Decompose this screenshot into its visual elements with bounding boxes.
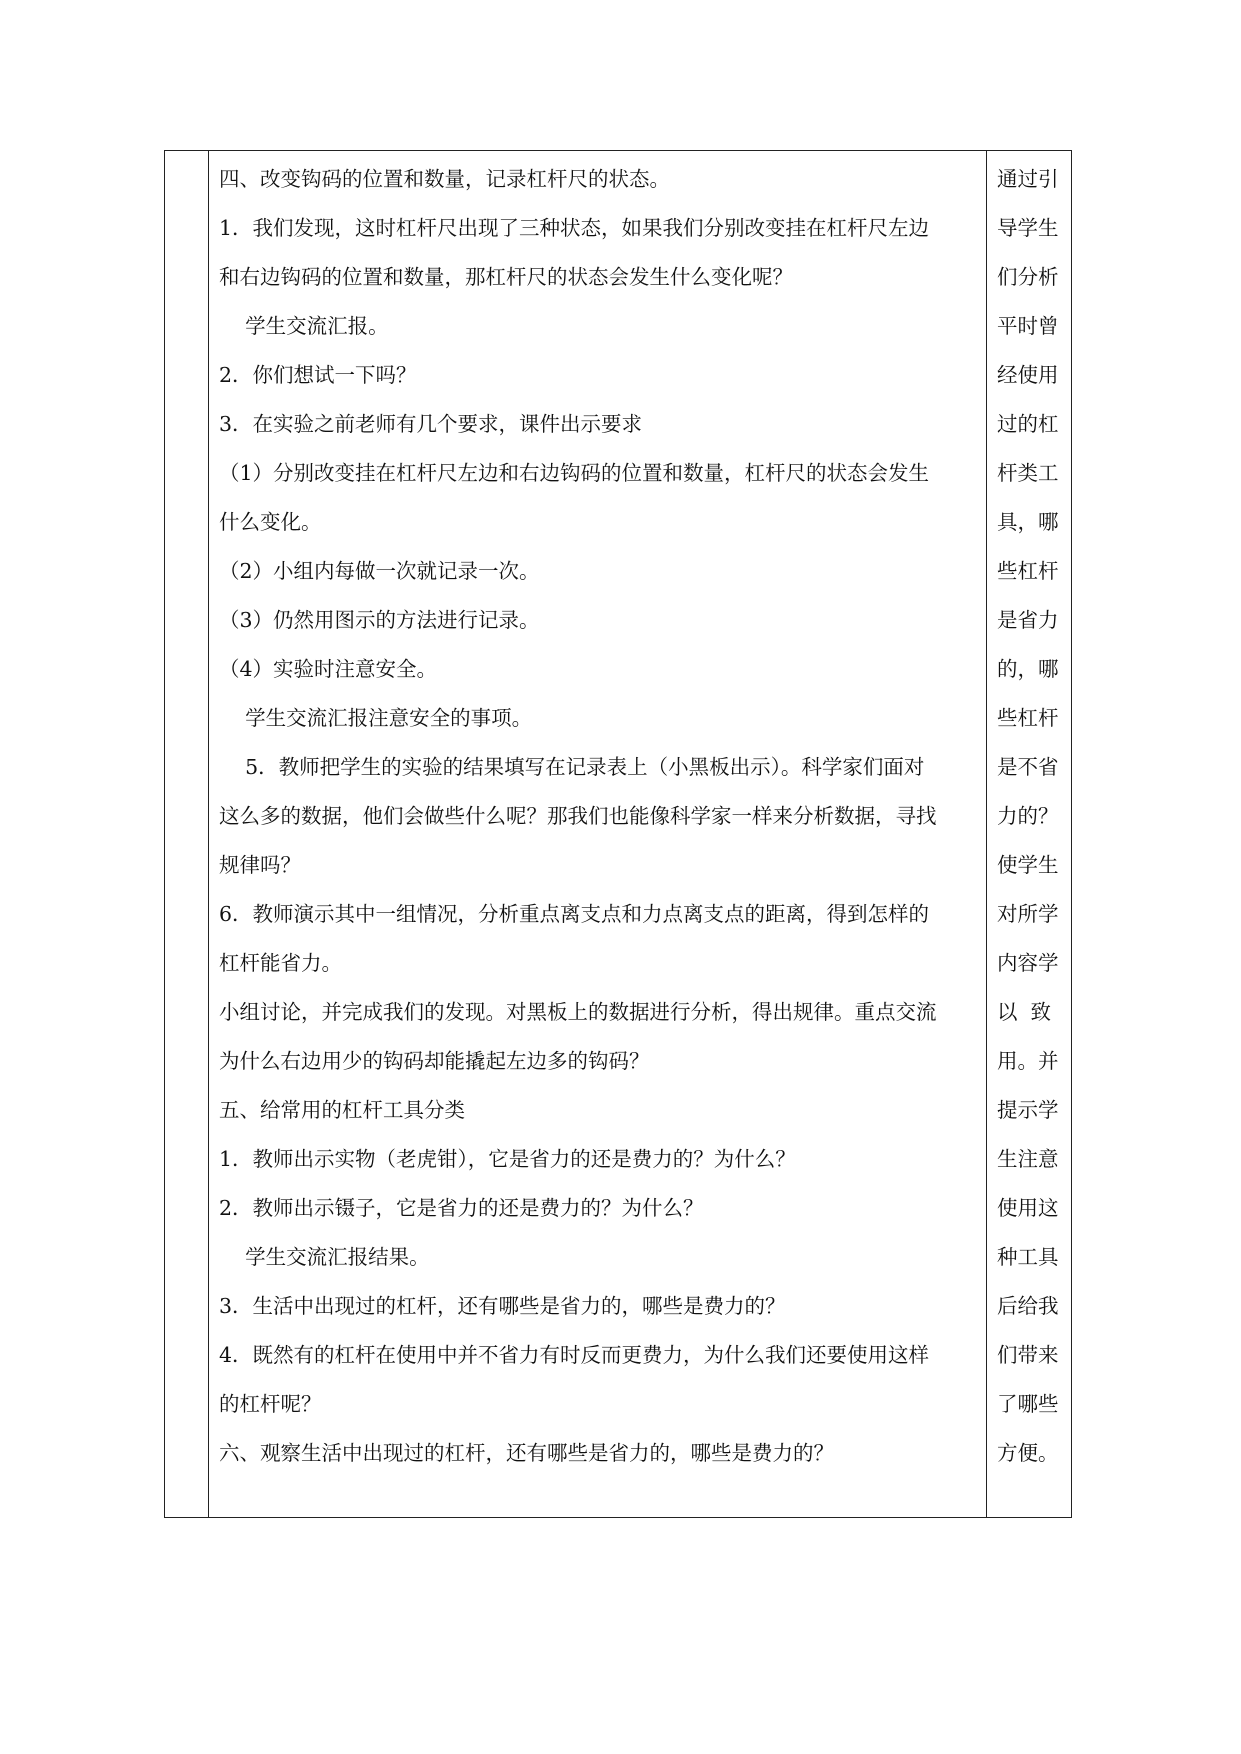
note-line: 是不省 bbox=[997, 755, 1059, 779]
note-line: 通过引 bbox=[997, 167, 1059, 191]
note-line: 些杠杆 bbox=[997, 559, 1059, 583]
main-line: 学生交流汇报。 bbox=[219, 314, 389, 338]
main-line: 和右边钩码的位置和数量，那杠杆尺的状态会发生什么变化呢？ bbox=[219, 265, 793, 289]
note-line: 力的？ bbox=[997, 804, 1059, 828]
design-intent-column bbox=[987, 151, 1071, 1517]
main-line: 3．生活中出现过的杠杆，还有哪些是省力的，哪些是费力的？ bbox=[219, 1294, 786, 1318]
note-line: 是省力 bbox=[997, 608, 1059, 632]
lesson-plan-table bbox=[164, 150, 1072, 1518]
note-line: 提示学 bbox=[997, 1098, 1059, 1122]
main-line: 什么变化。 bbox=[219, 510, 322, 534]
main-line: （4）实验时注意安全。 bbox=[219, 657, 438, 681]
teaching-process-text bbox=[219, 155, 981, 1478]
main-line: 5．教师把学生的实验的结果填写在记录表上（小黑板出示）。科学家们面对 bbox=[219, 755, 925, 779]
note-line: 了哪些 bbox=[997, 1392, 1059, 1416]
note-line: 生注意 bbox=[997, 1147, 1059, 1171]
note-line: 后给我 bbox=[997, 1294, 1059, 1318]
main-line: 4．既然有的杠杆在使用中并不省力有时反而更费力，为什么我们还要使用这样 bbox=[219, 1343, 930, 1367]
note-line: 具，哪 bbox=[997, 510, 1059, 534]
main-line: 为什么右边用少的钩码却能撬起左边多的钩码？ bbox=[219, 1049, 650, 1073]
main-line: 1．教师出示实物（老虎钳），它是省力的还是费力的？为什么？ bbox=[219, 1147, 796, 1171]
main-line: 规律吗？ bbox=[219, 853, 301, 877]
teaching-process-column bbox=[209, 151, 987, 1517]
main-line: 3．在实验之前老师有几个要求，课件出示要求 bbox=[219, 412, 643, 436]
main-line: 四、改变钩码的位置和数量，记录杠杆尺的状态。 bbox=[219, 167, 670, 191]
note-line: 用。并 bbox=[997, 1049, 1059, 1073]
main-line: 小组讨论，并完成我们的发现。对黑板上的数据进行分析，得出规律。重点交流 bbox=[219, 1000, 937, 1024]
main-line: 杠杆能省力。 bbox=[219, 951, 342, 975]
note-line: 杆类工 bbox=[997, 461, 1059, 485]
note-line: 使用这 bbox=[997, 1196, 1059, 1220]
main-line: （3）仍然用图示的方法进行记录。 bbox=[219, 608, 540, 632]
main-line: 这么多的数据，他们会做些什么呢？那我们也能像科学家一样来分析数据，寻找 bbox=[219, 804, 937, 828]
note-line: 导学生 bbox=[997, 216, 1059, 240]
note-line: 经使用 bbox=[997, 363, 1059, 387]
note-line: 对所学 bbox=[997, 902, 1059, 926]
main-line: 五、给常用的杠杆工具分类 bbox=[219, 1098, 465, 1122]
main-line: 2．你们想试一下吗？ bbox=[219, 363, 417, 387]
note-line: 平时曾 bbox=[997, 314, 1059, 338]
main-line: （1）分别改变挂在杠杆尺左边和右边钩码的位置和数量，杠杆尺的状态会发生 bbox=[219, 461, 930, 485]
note-line: 使学生 bbox=[997, 853, 1059, 877]
note-line: 们带来 bbox=[997, 1343, 1059, 1367]
main-line: 的杠杆呢？ bbox=[219, 1392, 322, 1416]
note-line: 以 致 bbox=[997, 1000, 1052, 1024]
main-line: 2．教师出示镊子，它是省力的还是费力的？为什么？ bbox=[219, 1196, 704, 1220]
note-line: 们分析 bbox=[997, 265, 1059, 289]
main-line: 1．我们发现，这时杠杆尺出现了三种状态，如果我们分别改变挂在杠杆尺左边 bbox=[219, 216, 930, 240]
note-line: 些杠杆 bbox=[997, 706, 1059, 730]
main-line: 学生交流汇报结果。 bbox=[219, 1245, 430, 1269]
main-line: 学生交流汇报注意安全的事项。 bbox=[219, 706, 533, 730]
note-line: 方便。 bbox=[997, 1441, 1059, 1465]
blank-left-column bbox=[165, 151, 209, 1517]
note-line: 过的杠 bbox=[997, 412, 1059, 436]
main-line: 6．教师演示其中一组情况，分析重点离支点和力点离支点的距离，得到怎样的 bbox=[219, 902, 930, 926]
main-line: 六、观察生活中出现过的杠杆，还有哪些是省力的，哪些是费力的？ bbox=[219, 1441, 834, 1465]
note-line: 内容学 bbox=[997, 951, 1059, 975]
main-line: （2）小组内每做一次就记录一次。 bbox=[219, 559, 540, 583]
design-intent-text bbox=[997, 155, 1067, 1478]
note-line: 的，哪 bbox=[997, 657, 1059, 681]
note-line: 种工具 bbox=[997, 1245, 1059, 1269]
